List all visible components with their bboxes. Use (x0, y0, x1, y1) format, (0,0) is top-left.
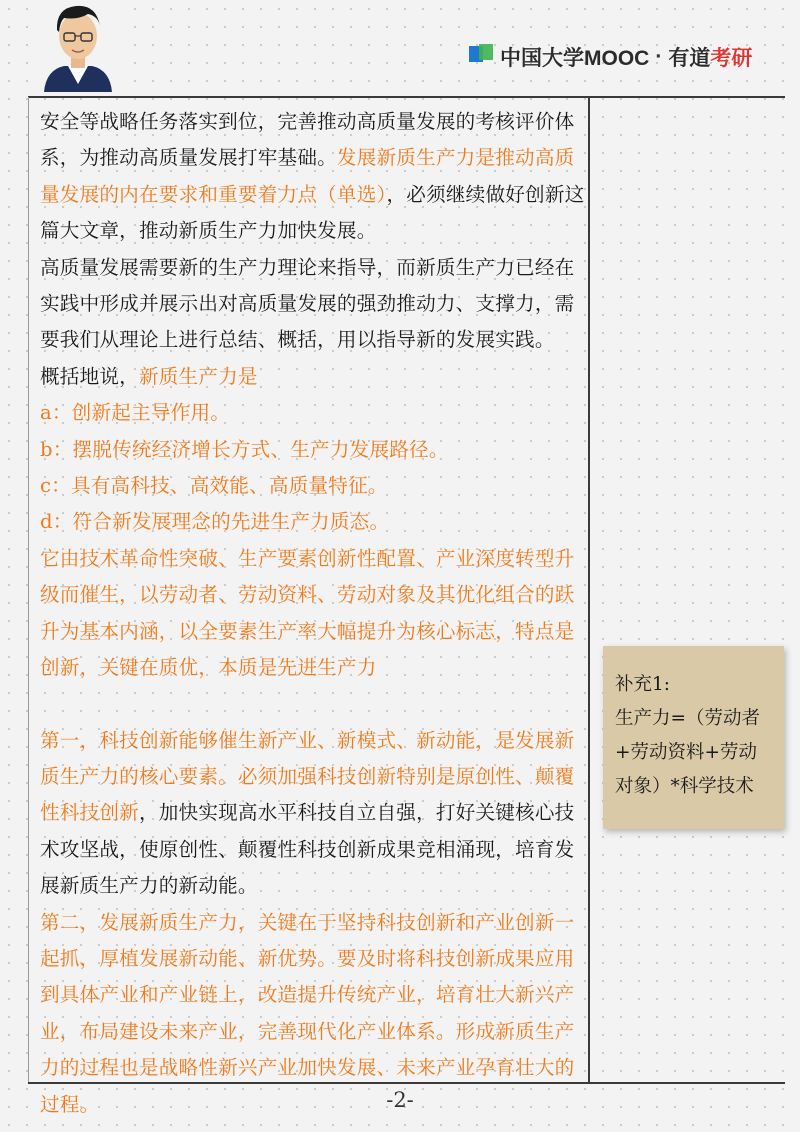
paragraph-2: 高质量发展需要新的生产力理论来指导，而新质生产力已经在实践中形成并展示出对高质量发展的强劲推动力、支撑力，需要我们从理论上进行总结、概括，用以指导新的发展实践。 (40, 255, 575, 352)
p3-highlight: 新质生产力是 (138, 364, 258, 388)
paragraph-4: 它由技术革命性突破、生产要素创新性配置、产业深度转型升级而催生，以劳动者、劳动资料、劳动对象及其优化组合的跃升为基本内涵，以全要素生产率大幅提升为核心标志，特点是创新，关键在质优，本质是先进生产力 (40, 546, 575, 680)
paragraph-5 (40, 723, 588, 905)
spacer (40, 687, 588, 723)
brand-youdao: 有道 (668, 47, 711, 70)
p1-text: 安全等战略任务落实到位，完善推动高质量发展的考核评价体系，为推动高质量发展打牢基础。 (40, 110, 575, 170)
paragraph-3 (40, 359, 588, 395)
main-text (40, 104, 588, 1123)
p3-text: 概括地说， (40, 364, 139, 388)
mooc-logo-icon (468, 42, 494, 72)
p5-highlight: 第一，科技创新能够催生新产业、新模式、新动能，是发展新质生产力的核心要素。必须加强科技创新特别是原创性、颠覆性科技创新 (40, 728, 575, 825)
paragraph-6: 第二，发展新质生产力，关键在于坚持科技创新和产业创新一起抓，厚植发展新动能、新优势。要及时将科技创新成果应用到具体产业和产业链上，改造提升传统产业，培育壮大新兴产业，布局建设未来产业，完善现代化产业体系。形成新质生产力的过程也是战略性新兴产业加快发展、未来产业孕育壮大的过程。 (40, 910, 575, 1116)
brand-separator: · (655, 45, 663, 68)
note-body: 生产力=（劳动者+劳动资料+劳动对象）*科学技术 (615, 708, 761, 797)
brand-header (468, 40, 752, 74)
p1-tail: ，必须继续做好创新这篇大文章，推动新质生产力加快发展。 (40, 182, 585, 243)
brand-name: 中国大学MOOC (500, 47, 650, 70)
list-item-b: b：摆脱传统经济增长方式、生产力发展路径。 (40, 437, 449, 461)
list-item-a: a：创新起主导作用。 (40, 401, 231, 425)
p5-text: ，加快实现高水平科技自立自强，打好关键核心技术攻坚战，使原创性、颠覆性科技创新成果竞相涌现，培育发展新质生产力的新动能。 (40, 801, 575, 898)
page-number: -2- (386, 1088, 414, 1112)
brand-kaoyan: 考研 (710, 47, 753, 70)
paragraph-1 (40, 104, 588, 250)
column-divider (588, 97, 590, 1083)
header-rule (28, 96, 785, 98)
avatar (38, 0, 118, 92)
list-item-c: c：具有高科技、高效能、高质量特征。 (40, 474, 388, 498)
supplement-note (603, 646, 784, 829)
p1-highlight: 发展新质生产力是推动高质量发展的内在要求和重要着力点（单选） (40, 146, 575, 206)
left-margin-rule (28, 97, 29, 1083)
note-title: 补充1: (615, 674, 671, 695)
list-item-d: d：符合新发展理念的先进生产力质态。 (40, 510, 390, 534)
